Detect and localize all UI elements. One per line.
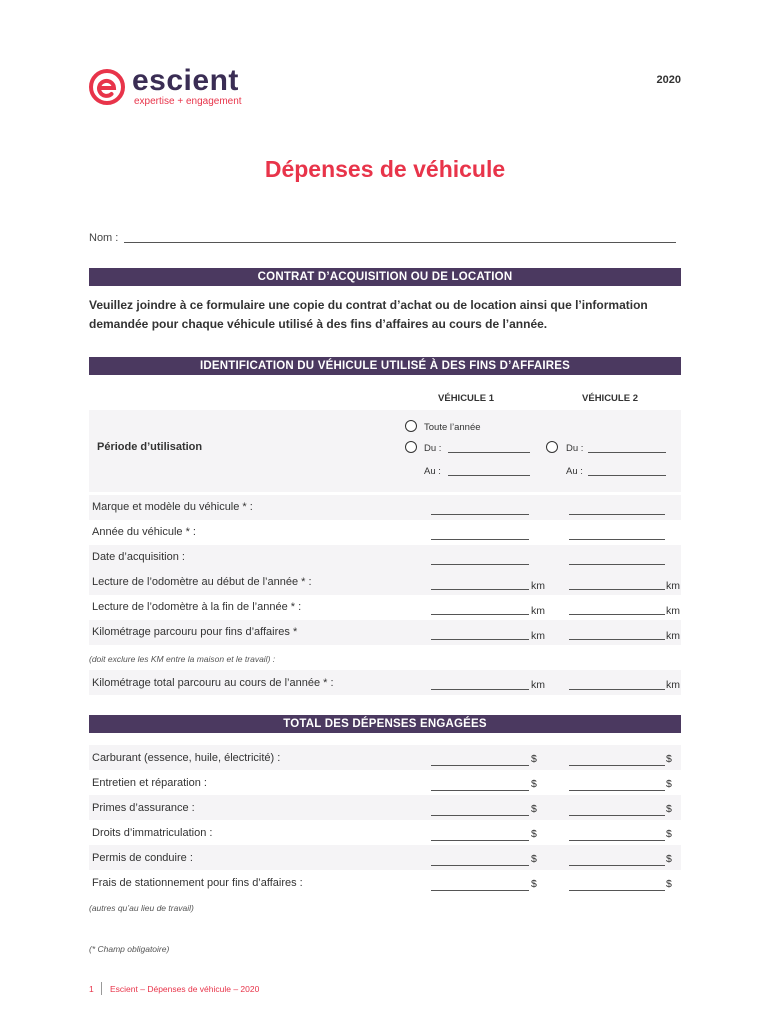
column-header-vehicule-2: VÉHICULE 2 bbox=[582, 393, 638, 404]
nom-field[interactable] bbox=[124, 242, 676, 243]
brand-tagline: expertise + engagement bbox=[134, 96, 242, 107]
expense-row-label: Primes d’assurance : bbox=[92, 802, 195, 814]
vehicle-field-v2[interactable] bbox=[569, 514, 665, 515]
expense-field-v2[interactable] bbox=[569, 890, 665, 891]
unit-label: km bbox=[531, 605, 545, 617]
du-field-v1[interactable] bbox=[448, 452, 530, 453]
expense-field-v2[interactable] bbox=[569, 865, 665, 866]
expense-row-label: Carburant (essence, huile, électricité) : bbox=[92, 752, 281, 764]
vehicle-row-label: Date d’acquisition : bbox=[92, 551, 185, 563]
unit-label: km bbox=[666, 605, 680, 617]
vehicle-field-v1[interactable] bbox=[431, 564, 529, 565]
brand-name: escient bbox=[132, 64, 239, 97]
vehicle-row-label: Marque et modèle du véhicule * : bbox=[92, 501, 253, 513]
section-identification-header: IDENTIFICATION DU VÉHICULE UTILISÉ À DES FINS D’AFFAIRES bbox=[89, 357, 681, 375]
expense-field-v1[interactable] bbox=[431, 790, 529, 791]
unit-label: $ bbox=[666, 778, 672, 790]
unit-label: $ bbox=[531, 753, 537, 765]
km-total-field-v2[interactable] bbox=[569, 689, 665, 690]
unit-label: km bbox=[666, 580, 680, 592]
nom-label: Nom : bbox=[89, 232, 119, 244]
vehicle-field-v1[interactable] bbox=[431, 514, 529, 515]
unit-label: km bbox=[531, 630, 545, 642]
expense-field-v2[interactable] bbox=[569, 840, 665, 841]
au-field-v2[interactable] bbox=[588, 475, 666, 476]
radio-du-v1[interactable] bbox=[405, 441, 417, 453]
km-total-field-v1[interactable] bbox=[431, 689, 529, 690]
vehicle-field-v2[interactable] bbox=[569, 639, 665, 640]
vehicle-row-label: Kilométrage parcouru pour fins d’affaires * bbox=[92, 626, 298, 638]
unit-label: $ bbox=[666, 828, 672, 840]
vehicle-field-v1[interactable] bbox=[431, 639, 529, 640]
column-header-vehicule-1: VÉHICULE 1 bbox=[438, 393, 494, 404]
unit-label: km bbox=[531, 679, 545, 691]
escient-logo-icon bbox=[88, 68, 126, 106]
intro-text: Veuillez joindre à ce formulaire une copie du contrat d’achat ou de location ainsi que l’information demandée pour chaque véhicule utilisé à des fins d’affaires au cours de l’année. bbox=[89, 298, 648, 331]
au-label-v2: Au : bbox=[566, 466, 583, 477]
du-label-v2: Du : bbox=[566, 443, 584, 454]
expense-row-label: Droits d’immatriculation : bbox=[92, 827, 213, 839]
au-label-v1: Au : bbox=[424, 466, 441, 477]
expense-field-v1[interactable] bbox=[431, 840, 529, 841]
unit-label: $ bbox=[531, 828, 537, 840]
expense-row-label: Permis de conduire : bbox=[92, 852, 193, 864]
form-year: 2020 bbox=[656, 74, 681, 86]
parking-note: (autres qu’au lieu de travail) bbox=[89, 903, 194, 913]
unit-label: $ bbox=[666, 803, 672, 815]
expense-row-label: Entretien et réparation : bbox=[92, 777, 207, 789]
footer-divider bbox=[101, 982, 102, 995]
unit-label: km bbox=[666, 630, 680, 642]
vehicle-field-v1[interactable] bbox=[431, 539, 529, 540]
unit-label: $ bbox=[666, 878, 672, 890]
page-number: 1 bbox=[89, 984, 94, 994]
expense-field-v2[interactable] bbox=[569, 815, 665, 816]
km-total-label: Kilométrage total parcouru au cours de l’année * : bbox=[92, 677, 334, 689]
unit-label: $ bbox=[531, 878, 537, 890]
vehicle-field-v1[interactable] bbox=[431, 589, 529, 590]
vehicle-field-v2[interactable] bbox=[569, 539, 665, 540]
vehicle-field-v2[interactable] bbox=[569, 614, 665, 615]
footer-text: Escient – Dépenses de véhicule – 2020 bbox=[110, 984, 260, 994]
vehicle-field-v2[interactable] bbox=[569, 589, 665, 590]
expense-field-v1[interactable] bbox=[431, 865, 529, 866]
au-field-v1[interactable] bbox=[448, 475, 530, 476]
unit-label: $ bbox=[531, 853, 537, 865]
radio-du-v2[interactable] bbox=[546, 441, 558, 453]
toute-annee-label: Toute l’année bbox=[424, 422, 481, 433]
du-label-v1: Du : bbox=[424, 443, 442, 454]
unit-label: $ bbox=[666, 753, 672, 765]
required-note: (* Champ obligatoire) bbox=[89, 944, 170, 954]
section-total-header: TOTAL DES DÉPENSES ENGAGÉES bbox=[89, 715, 681, 733]
vehicle-row-label: Lecture de l’odomètre à la fin de l’année * : bbox=[92, 601, 302, 613]
expense-field-v2[interactable] bbox=[569, 790, 665, 791]
vehicle-row-label: Année du véhicule * : bbox=[92, 526, 196, 538]
km-note: (doit exclure les KM entre la maison et le travail) : bbox=[89, 654, 276, 664]
du-field-v2[interactable] bbox=[588, 452, 666, 453]
section-contrat-header: CONTRAT D’ACQUISITION OU DE LOCATION bbox=[89, 268, 681, 286]
expense-field-v1[interactable] bbox=[431, 815, 529, 816]
vehicle-field-v2[interactable] bbox=[569, 564, 665, 565]
vehicle-field-v1[interactable] bbox=[431, 614, 529, 615]
unit-label: km bbox=[666, 679, 680, 691]
page-title: Dépenses de véhicule bbox=[264, 156, 506, 182]
escient-logo bbox=[88, 64, 258, 112]
vehicle-row-label: Lecture de l’odomètre au début de l’année * : bbox=[92, 576, 312, 588]
expense-field-v1[interactable] bbox=[431, 765, 529, 766]
unit-label: $ bbox=[666, 853, 672, 865]
expense-field-v1[interactable] bbox=[431, 890, 529, 891]
unit-label: $ bbox=[531, 803, 537, 815]
unit-label: km bbox=[531, 580, 545, 592]
periode-label: Période d’utilisation bbox=[97, 441, 203, 453]
expense-row-label: Frais de stationnement pour fins d’affaires : bbox=[92, 877, 303, 889]
unit-label: $ bbox=[531, 778, 537, 790]
radio-toute-annee-v1[interactable] bbox=[405, 420, 417, 432]
expense-field-v2[interactable] bbox=[569, 765, 665, 766]
